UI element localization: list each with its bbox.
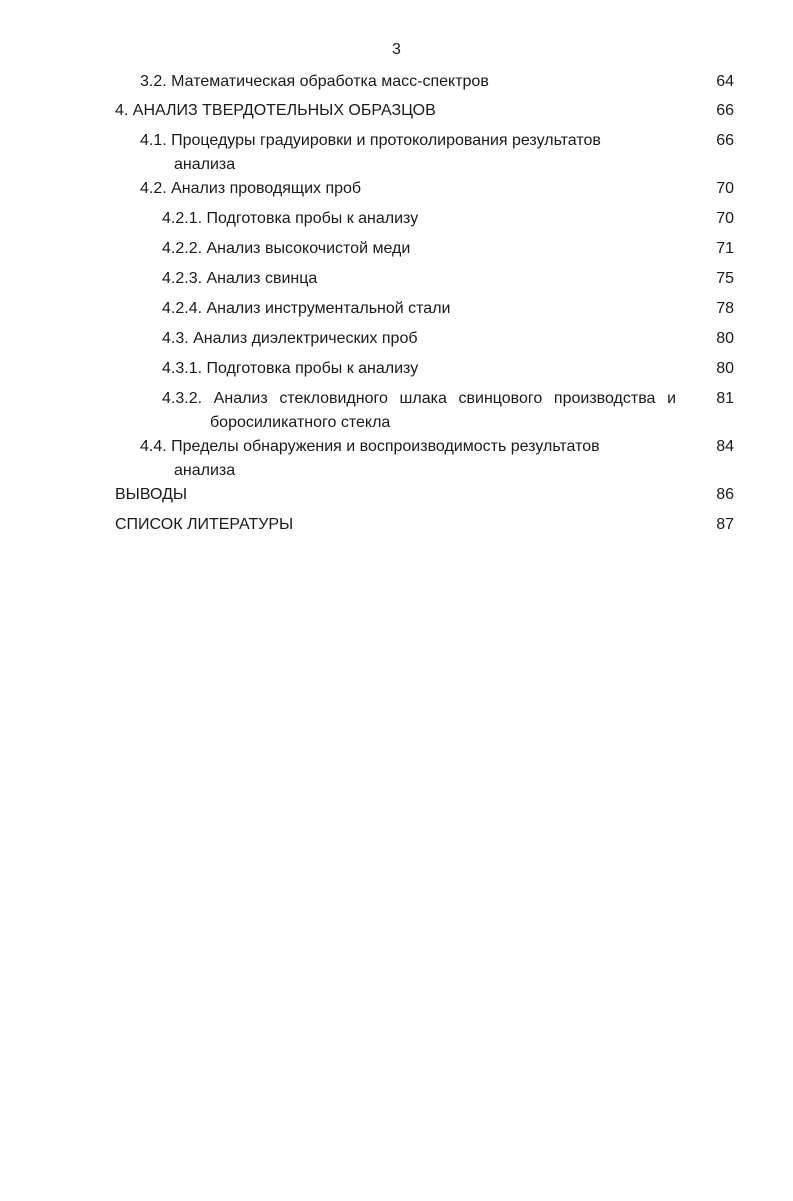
toc-entry-page: 78 xyxy=(716,300,734,317)
toc-entry-page: 87 xyxy=(716,516,734,533)
toc-entry-title: 4.3. Анализ диэлектрических проб xyxy=(162,330,418,347)
toc-entry-page: 71 xyxy=(716,240,734,257)
toc-entry-title: 4. АНАЛИЗ ТВЕРДОТЕЛЬНЫХ ОБРАЗЦОВ xyxy=(115,102,436,119)
toc-entry-title: 4.2.2. Анализ высокочистой меди xyxy=(162,240,411,257)
toc-entry-title: 4.3.1. Подготовка пробы к анализу xyxy=(162,360,419,377)
toc-entry-page: 75 xyxy=(716,270,734,287)
toc-entry-title: 3.2. Математическая обработка масс-спектров xyxy=(140,73,489,90)
toc-entry-page: 64 xyxy=(716,73,734,90)
toc-entry-title: ВЫВОДЫ xyxy=(115,486,188,503)
toc-entry-title: 4.3.2. Анализ стекловидного шлака свинцового производства и xyxy=(162,390,676,407)
toc-entry-page: 70 xyxy=(716,180,734,197)
toc-entry-page: 66 xyxy=(716,132,734,149)
toc-entry-title: 4.2.3. Анализ свинца xyxy=(162,270,318,287)
toc-entry-title: СПИСОК ЛИТЕРАТУРЫ xyxy=(115,516,294,533)
toc-entry-title: 4.2.1. Подготовка пробы к анализу xyxy=(162,210,419,227)
toc-entry-title-continuation: боросиликатного стекла xyxy=(210,414,391,431)
toc-entry-page: 81 xyxy=(716,390,734,407)
toc-entry-page: 80 xyxy=(716,360,734,377)
toc-entry-page: 70 xyxy=(716,210,734,227)
toc-entry-title: 4.1. Процедуры градуировки и протоколирования результатов xyxy=(140,132,601,149)
toc-entry-page: 86 xyxy=(716,486,734,503)
toc-entry-page: 66 xyxy=(716,102,734,119)
toc-entry-title-continuation: анализа xyxy=(174,462,236,479)
toc-entry-page: 84 xyxy=(716,438,734,455)
toc-entry-title: 4.2.4. Анализ инструментальной стали xyxy=(162,300,451,317)
page-number: 3 xyxy=(392,41,401,58)
toc-entry-page: 80 xyxy=(716,330,734,347)
toc-entry-title: 4.2. Анализ проводящих проб xyxy=(140,180,362,197)
toc-entry-title-continuation: анализа xyxy=(174,156,236,173)
toc-entry-title: 4.4. Пределы обнаружения и воспроизводимость результатов xyxy=(140,438,600,455)
